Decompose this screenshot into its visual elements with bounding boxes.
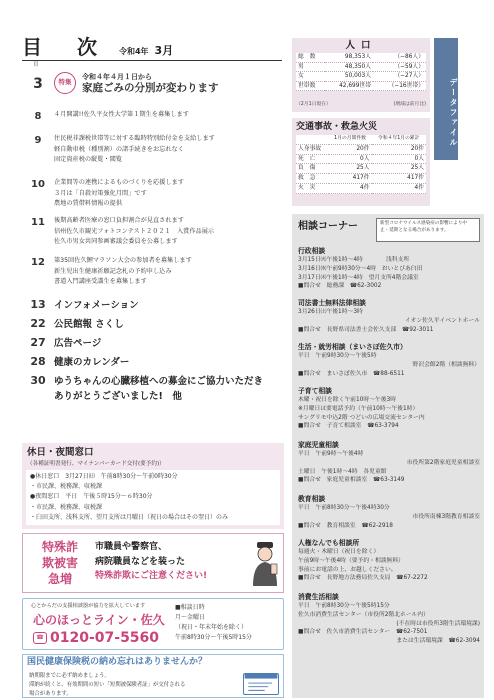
- table-cell: 417件: [372, 174, 426, 184]
- consult-section-heading: 家庭児童相談: [298, 441, 339, 449]
- toc-entry[interactable]: [22, 256, 284, 288]
- holiday-line: ・臼田支所、浅科支所、望月支所は月曜日（祝日の場合はその翌日）のみ: [30, 513, 229, 521]
- consult-line: 市役所南棟3階教育相談室: [412, 513, 480, 520]
- feature-title: 家庭ごみの分別が変わります: [82, 81, 219, 94]
- hotline-hours-line: ■相談日時: [175, 604, 205, 611]
- consult-section-heading: 消費生活相談: [298, 593, 339, 601]
- holiday-line: ・市民課、税務課、収税課: [30, 503, 103, 511]
- table-header-cell: 1月の月間件数: [329, 135, 372, 144]
- traffic-title: 交通事故・救急火災: [296, 122, 378, 132]
- consult-line: ※月曜日は要電話予約（午前10時〜午後1時）: [298, 405, 419, 412]
- holiday-details: [26, 470, 280, 525]
- table-cell: 負 傷: [296, 164, 329, 174]
- toc-entry-text: [54, 374, 284, 404]
- toc-entry[interactable]: [22, 110, 284, 124]
- consult-line: 木曜・祝日を除く午前10時〜午後3時: [298, 397, 397, 403]
- consult-line: 平日 午前8時30分〜午後4時30分: [298, 505, 390, 511]
- hotline-number: 0120-07-5560: [50, 630, 160, 646]
- consult-section: [298, 494, 480, 530]
- consult-section-heading: 行政相談: [298, 247, 326, 255]
- table-cell: 25人: [372, 164, 426, 174]
- consult-line: ■問合せ 長野県司法書士会佐久支部 ☎92-3011: [298, 326, 434, 333]
- consult-line: 3月16日㈬午前9時30分〜4時 おいとぴあ臼田: [298, 265, 423, 272]
- fraud-headline: 特殊詐欺被害急増: [41, 540, 78, 586]
- table-row: [296, 154, 426, 164]
- consult-line: 土曜日 午後1時〜4時 各児童館: [298, 468, 387, 475]
- table-cell: （−27人）: [373, 72, 426, 82]
- toc-entry-text: [54, 216, 284, 248]
- table-cell: 4件: [329, 183, 372, 193]
- insurance-card-icon: [243, 673, 279, 695]
- insurance-line: 滞納が続くと、有効期間の短い「短期被保険者証」が交付される: [29, 682, 186, 688]
- toc-page-number: 10: [31, 179, 45, 190]
- table-cell: 20件: [372, 144, 426, 154]
- consult-line: イオン佐久平イベントホール: [404, 317, 480, 324]
- fraud-line: 市職員や警察官、: [95, 542, 168, 552]
- police-officer-illustration: [249, 540, 281, 588]
- consult-line: サングリモ中込2階 つどいの広場交流センター内: [298, 414, 425, 421]
- toc-entry[interactable]: [22, 374, 284, 404]
- toc-feature-box: [54, 72, 284, 96]
- consult-line: 平日 午前8時30分〜午後5時15分: [298, 603, 390, 609]
- consult-section-heading: 人権なんでも相談所: [298, 539, 360, 547]
- consult-section: [298, 386, 480, 431]
- table-cell: 世帯数: [296, 81, 325, 91]
- table-cell: 20件: [329, 144, 372, 154]
- toc-line: 健康のカレンダー: [54, 357, 130, 368]
- table-cell: 0人: [329, 154, 372, 164]
- toc-entry-text: [54, 178, 284, 210]
- hotline-name: 心のほっとライン・佐久: [33, 613, 165, 627]
- table-row: [296, 144, 426, 154]
- population-date: （2月1日現在）: [296, 102, 331, 107]
- toc-entry-text: [54, 134, 284, 166]
- holiday-line: ・市民課、税務課、収税課: [30, 483, 103, 491]
- consult-section-heading: 生活・就労相談（まいさぽ佐久市）: [298, 343, 407, 351]
- table-cell: 男: [296, 62, 325, 72]
- toc-entry[interactable]: [22, 216, 284, 248]
- insurance-headline: 国民健康保険税の納め忘れはありませんか？: [23, 655, 283, 670]
- consult-line: ■問合せ 長野地方法務局佐久支局 ☎67-2272: [298, 575, 428, 582]
- table-cell: 50,003人: [325, 72, 373, 82]
- toc-entry[interactable]: [22, 355, 284, 370]
- issue-year: 令和4年: [118, 47, 149, 56]
- issue-month: 3月: [154, 44, 174, 57]
- holiday-night-window-box: [22, 443, 284, 529]
- feature-badge: 特集: [54, 72, 76, 94]
- issue-label: [119, 44, 173, 59]
- phone-icon: ☎: [33, 632, 47, 644]
- table-cell: 42,699世帯: [325, 81, 373, 91]
- holiday-line: ●休日窓口 3月27日㈰ 午前8時30分〜午前0時30分: [30, 473, 178, 480]
- table-cell: 98,353人: [325, 53, 373, 62]
- page-column-label: 頁: [33, 62, 39, 68]
- toc-line: 後期高齢者医療の窓口負担割合が見直されます: [54, 217, 184, 224]
- table-cell: 417件: [329, 174, 372, 184]
- consult-line: ■問合せ 家庭児童相談室 ☎63-3149: [298, 477, 405, 484]
- toc-line: ありがとうございました! 他: [54, 391, 182, 402]
- table-cell: 4件: [372, 183, 426, 193]
- consult-section: [298, 298, 480, 334]
- toc-line: 軽自動車税（種別割）の諸手続きをお忘れなく: [54, 145, 184, 153]
- consult-section-heading: 教育相談: [298, 495, 326, 503]
- consult-line: 3月15日㈫午後1時〜4時 浅科支所: [298, 257, 410, 263]
- toc-page-number: 11: [31, 217, 45, 228]
- consult-section: [298, 538, 480, 583]
- hotline-note: 心とからだの支援相談器が協力を拡大しています: [31, 603, 146, 609]
- table-row: [296, 81, 426, 91]
- toc-entry[interactable]: [22, 317, 284, 332]
- consult-line: ■問合せ 佐久市消費生活センター ☎62-7501: [298, 629, 428, 636]
- header-divider: [22, 60, 282, 61]
- consult-section-heading: 司法書士無料法律相談: [298, 299, 366, 307]
- toc-header: [22, 34, 173, 58]
- toc-line: 佐久市男女共同参画審議会委員を公募します: [54, 238, 178, 245]
- toc-line: 書道入門講座受講生を募集します: [54, 278, 147, 285]
- table-cell: 火 災: [296, 183, 329, 193]
- consult-line: 3月26日㈯午後1時〜3時: [298, 309, 363, 315]
- feature-date: 令和４年４月１日から: [82, 73, 152, 81]
- table-cell: （−59人）: [373, 62, 426, 72]
- consult-section: [298, 440, 480, 485]
- toc-page-number: 13: [30, 298, 46, 311]
- consult-line: 3月17日㈭午後1時〜4時 望月支所4階会議室: [298, 274, 419, 281]
- toc-page-number: 8: [34, 111, 42, 122]
- table-row: [296, 72, 426, 82]
- toc-line: 新生児出生健康祈願記念札の予約申し込み: [54, 267, 172, 275]
- fraud-message: [95, 540, 245, 584]
- table-cell: 0人: [372, 154, 426, 164]
- kokoro-hotline-box: [22, 598, 284, 650]
- toc-page-number: 12: [31, 257, 45, 268]
- hotline-hours-line: （祝日・年末年始を除く）: [175, 624, 248, 631]
- consult-line: 市役所第2階家庭児童相談室: [406, 459, 480, 466]
- fraud-line: 特殊詐欺にご注意ください!: [95, 571, 208, 581]
- toc-line: 農地の賃借料情報の提供: [54, 200, 123, 207]
- table-header-cell: [296, 135, 329, 144]
- consult-covid-notice: 新型コロナウイルス感染症の影響により中止・延期となる場合があります。: [376, 218, 480, 242]
- population-title: 人口: [345, 40, 377, 51]
- consult-line: ■問合せ 総務課 ☎62-3002: [298, 283, 382, 290]
- toc-entry-text: [54, 355, 284, 370]
- consult-section: [298, 342, 480, 378]
- toc-page-number: 27: [30, 336, 46, 349]
- toc-line: 企業間等の連携によるものづくりを応援します: [54, 179, 184, 186]
- toc-line: 公民館報 さくし: [54, 319, 124, 330]
- consult-line: 野沢会館2階（相談無料）: [412, 361, 480, 368]
- toc-entry-feature[interactable]: [22, 72, 284, 96]
- table-cell: （−16世帯）: [373, 81, 426, 91]
- table-header-row: [296, 135, 426, 144]
- traffic-accident-box: [292, 118, 430, 206]
- holiday-subtitle: （各種証明書発行、マイナンバーカード交付(要予約)）: [27, 461, 165, 467]
- toc-line: 広告ページ: [54, 338, 102, 349]
- table-cell: 死 亡: [296, 154, 329, 164]
- table-cell: 総 数: [296, 53, 325, 62]
- consult-section: [298, 246, 480, 291]
- toc-entry-text: [54, 256, 284, 288]
- fraud-line: 病院職員などを装った: [95, 556, 186, 567]
- consult-line: 佐久市消費生活センター（市役所2階北ホール内）: [298, 611, 429, 618]
- fraud-warning-box: [22, 533, 284, 593]
- holiday-title: 休日・夜間窓口: [27, 447, 94, 458]
- table-cell: 救 急: [296, 174, 329, 184]
- table-cell: 女: [296, 72, 325, 82]
- toc-line: 第35回佐久鯉マラソン大会の参加者を募集します: [54, 257, 192, 264]
- population-table: [296, 53, 426, 91]
- table-cell: 48,350人: [325, 62, 373, 72]
- table-cell: 人身事故: [296, 144, 329, 154]
- consult-line: 事前にお電話の上、お越しください。: [298, 566, 397, 573]
- toc-line: 信州佐久市観光フォトコンテスト２０２１ 入賞作品展示: [54, 227, 215, 235]
- toc-entry[interactable]: [22, 134, 284, 166]
- insurance-line: 場合があります。: [29, 691, 72, 697]
- toc-line: インフォメーション: [54, 300, 139, 311]
- insurance-line: 納期限までに必ず納めましょう。: [29, 673, 110, 679]
- insurance-reminder-box: [22, 654, 284, 698]
- toc-entry-text: [54, 110, 284, 124]
- table-row: [296, 62, 426, 72]
- toc-entry[interactable]: [22, 336, 284, 351]
- consult-line: または生活環境課 ☎62-3094: [396, 638, 480, 645]
- hotline-hours-line: 午前8時30分〜午後5時15分: [175, 634, 252, 641]
- population-change-note: (増減は前月比): [393, 102, 426, 107]
- hotline-hours-line: 月〜金曜日: [175, 614, 206, 621]
- consultation-corner: [292, 214, 484, 698]
- toc-line: ゆうちゃんの心臓移植への募金にご協力いただき: [54, 376, 264, 387]
- table-row: [296, 164, 426, 174]
- table-header-cell: 令和４年1月の累計: [372, 135, 426, 144]
- toc-line: 住民税非課税世帯等に対する臨時特別給付金を支給します: [54, 135, 215, 142]
- consult-line: ■問合せ 子育て相談室 ☎63-3794: [298, 423, 399, 430]
- toc-line: ４月開講!!佐久平女性大学第１期生を募集します: [54, 111, 189, 118]
- consult-line: 平日 午前9時30分〜午後5時: [298, 353, 377, 359]
- population-footnote: [296, 102, 426, 108]
- toc-page-number: 30: [30, 374, 46, 387]
- table-cell: 25人: [329, 164, 372, 174]
- table-cell: （−86人）: [373, 53, 426, 62]
- toc-page-number: 28: [30, 355, 46, 368]
- table-row: [296, 174, 426, 184]
- consult-line: 毎週火・木曜日（祝日を除く）: [298, 549, 380, 555]
- consult-line: 午前9時〜午後4時（要予約・相談無料）: [298, 557, 404, 564]
- consult-section-heading: 子育て相談: [298, 387, 332, 395]
- toc-line: ３月は「自殺対策強化月間」です: [54, 189, 147, 197]
- consult-line: ■問合せ 教育相談室 ☎62-2918: [298, 522, 393, 529]
- hotline-phone[interactable]: [33, 629, 159, 648]
- page-title: 目 次: [22, 35, 111, 59]
- insurance-body: [29, 672, 239, 699]
- toc-page-number: 3: [33, 76, 43, 92]
- table-row: [296, 183, 426, 193]
- feature-text: [82, 72, 219, 93]
- consult-title: 相談コーナー: [298, 221, 358, 232]
- data-file-tab: データファイル: [434, 38, 458, 160]
- consult-section: [298, 592, 480, 646]
- toc-entry[interactable]: [22, 298, 284, 313]
- traffic-table: [296, 135, 426, 194]
- toc-entry[interactable]: [22, 178, 284, 210]
- toc-entry-text: [54, 298, 284, 313]
- hotline-hours: [175, 603, 252, 643]
- consult-line: 平日 午前9時〜午後4時: [298, 451, 364, 457]
- toc-line: 固定資産税の縦覧・閲覧: [54, 156, 123, 163]
- table-row: [296, 53, 426, 62]
- consult-line: (不在時は市役所3階生活環境課): [396, 620, 480, 627]
- toc-entry-text: [54, 336, 284, 351]
- holiday-line: ●夜間窓口 平日 午後５時15分〜６時30分: [30, 493, 153, 501]
- toc-page-number: 22: [30, 317, 46, 330]
- toc-page-number: 9: [34, 135, 42, 146]
- toc-entry-text: [54, 317, 284, 332]
- population-box: [292, 38, 430, 112]
- consult-line: ■問合せ まいさぽ佐久市 ☎88-6511: [298, 370, 405, 377]
